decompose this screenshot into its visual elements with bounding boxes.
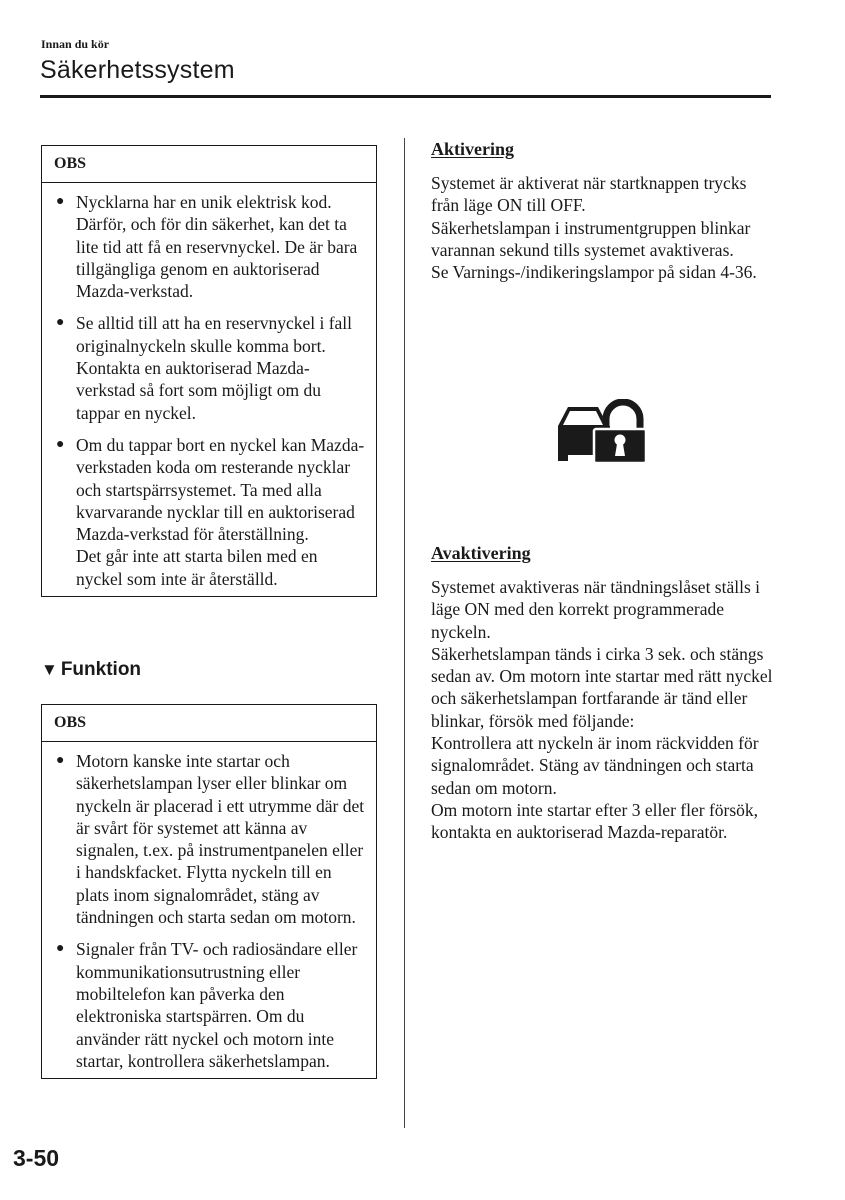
avaktivering-text [431,576,776,844]
obs-item [54,191,366,302]
aktivering-line: Säkerhetslampan i instrumentgruppen blinkar varannan sekund tills systemet avaktiveras. [431,217,751,260]
page-number: 3-50 [13,1145,60,1171]
obs-item-text: Motorn kanske inte startar och säkerhetslampan lyser eller blinkar om nyckeln är placerad i ett utrymme där det är svårt för systemet att känna av signalen, t.ex. på instrumentpanelen eller i handskfacket. Flytta nyckeln till en plats inom signalområdet, stäng av tändningen och starta sedan om motorn. [76,751,365,928]
triangle-down-icon: ▼ [41,660,58,679]
obs-item-extra-text: Det går inte att starta bilen med en nyckel som inte är återställd. [76,546,318,589]
obs-note-box-1 [41,145,377,597]
avaktivering-line: Säkerhetslampan tänds i cirka 3 sek. och stängs sedan av. Om motorn inte startar med rätt nyckel och säkerhetslampan fortfarande är tänd eller blinkar, försök med följande: [431,643,773,731]
aktivering-text [431,172,776,283]
avaktivering-line: Systemet avaktiveras när tändningslåset ställs i läge ON med den korrekt programmerade nyckeln. [431,577,761,642]
security-indicator-car-lock-icon [554,399,648,465]
bullet-icon: ● [56,436,65,452]
obs-item-text: Om du tappar bort en nyckel kan Mazda-verkstaden koda om resterande nycklar och startspärrsystemet. Ta med alla kvarvarande nycklar till en auktoriserad Mazda-verkstad för återställning. [76,434,365,545]
section-label: Innan du kör [41,37,110,51]
funktion-label: Funktion [60,659,142,680]
title-rule [40,95,771,98]
avaktivering-line: Om motorn inte startar efter 3 eller fler försök, kontakta en auktoriserad Mazda-reparatör. [431,799,759,843]
obs-item [54,434,366,590]
obs-heading: OBS [42,705,376,742]
avaktivering-heading: Avaktivering [431,543,531,563]
obs-note-box-2 [41,704,377,1079]
obs-list [42,183,376,596]
aktivering-line: Se Varnings-/indikeringslampor på sidan 4-36. [431,262,757,283]
obs-item [54,312,366,423]
avaktivering-line: Kontrollera att nyckeln är inom räckvidden för signalområdet. Stäng av tändningen och starta sedan om motorn. [431,733,759,798]
obs-list [42,742,376,1078]
aktivering-heading: Aktivering [431,139,514,159]
obs-heading: OBS [42,146,376,183]
bullet-icon: ● [56,315,65,331]
bullet-icon: ● [56,753,65,768]
bullet-icon: ● [56,941,65,957]
page-title: Säkerhetssystem [40,56,235,84]
obs-item [54,938,366,1072]
bullet-icon: ● [56,194,65,209]
obs-item-text: Se alltid till att ha en reservnyckel i fall originalnyckeln skulle komma bort. Kontakta en auktoriserad Mazda-verkstad så fort som möjligt om du tappar en nyckel. [76,313,353,423]
column-divider [404,138,405,1128]
obs-item-text: Nycklarna har en unik elektrisk kod. Därför, och för din säkerhet, kan det ta lite tid att få en reservnyckel. De är bara tillgängliga genom en auktoriserad Mazda-verkstad. [76,192,358,302]
obs-item [54,750,366,928]
aktivering-line: Systemet är aktiverat när startknappen trycks från läge ON till OFF. [431,173,747,216]
obs-item-text: Signaler från TV- och radiosändare eller kommunikationsutrustning eller mobiltelefon kan påverka den elektroniska startspärren. Om du använder rätt nyckel och motorn inte startar, kontrollera säkerhetslampan. [76,939,358,1071]
funktion-heading [41,659,141,681]
